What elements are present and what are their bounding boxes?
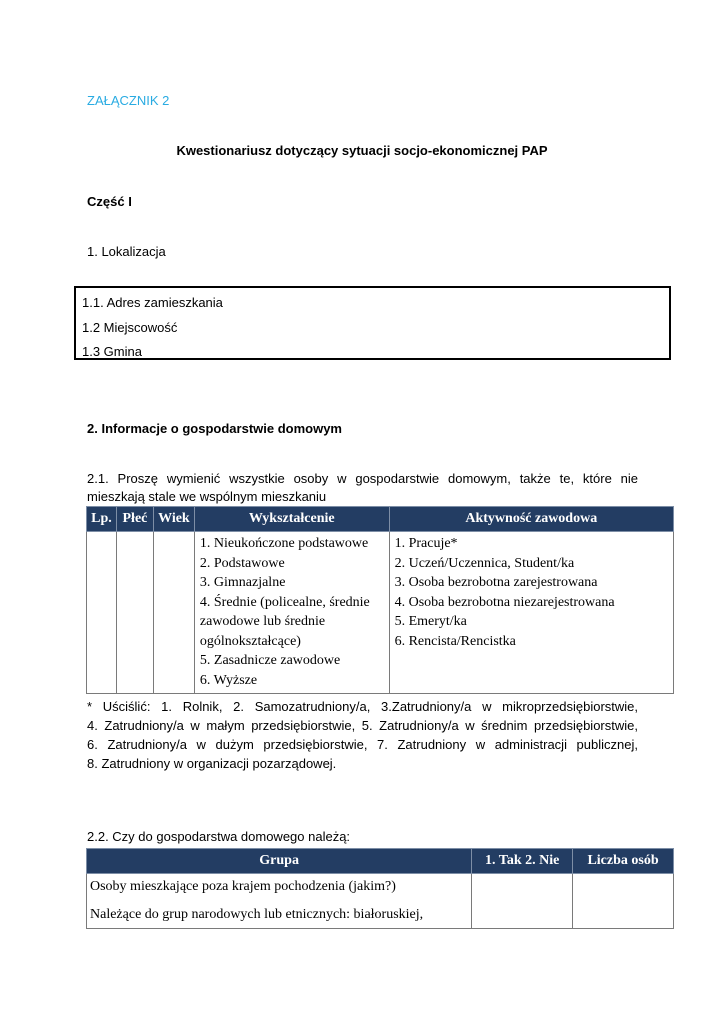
list-item: 1. Nieukończone podstawowe — [199, 536, 369, 551]
group-cell — [87, 874, 472, 929]
document-title: Kwestionariusz dotyczący sytuacji socjo-ekonomicznej PAP — [176, 143, 548, 158]
note-line: * Uściślić: 1. Rolnik, 2. Samozatrudniony/a, 3.Zatrudniony/a w mikroprzedsiębiorstwie, — [87, 699, 638, 714]
list-item: 6. Rencista/Rencistka — [394, 633, 516, 649]
question-2-1-line-1: 2.1. Proszę wymienić wszystkie osoby w gospodarstwie domowym, także te, które nie — [87, 471, 638, 486]
list-item: 4. Średnie (policealne, średnie — [199, 594, 370, 610]
note-line: 6. Zatrudniony/a w dużym przedsiębiorstwie, 7. Zatrudniony w administracji publicznej, — [87, 737, 638, 752]
address-field[interactable]: 1.1. Adres zamieszkania — [82, 295, 223, 310]
list-item: 3. Osoba bezrobotna zarejestrowana — [394, 575, 598, 590]
group-row-1: Osoby mieszkające poza krajem pochodzenia (jakim?) — [90, 879, 396, 894]
yes-no-cell[interactable] — [472, 874, 573, 929]
household-table — [86, 506, 674, 694]
cell-age[interactable] — [153, 532, 194, 694]
note-line: 8. Zatrudniony w organizacji pozarządowej. — [87, 756, 337, 771]
question-2-2: 2.2. Czy do gospodarstwa domowego należą: — [87, 829, 351, 844]
employment-note — [87, 697, 638, 773]
header-yes-no: 1. Tak 2. Nie — [472, 849, 573, 874]
household-table-header — [87, 507, 674, 532]
part-heading: Część I — [87, 194, 132, 209]
activity-options[interactable] — [389, 532, 673, 694]
groups-table-header — [87, 849, 674, 874]
list-item: zawodowe lub średnie — [199, 614, 326, 629]
list-item: 2. Uczeń/Uczennica, Student/ka — [394, 555, 575, 571]
header-activity: Aktywność zawodowa — [389, 507, 673, 532]
groups-table — [86, 848, 674, 929]
cell-sex[interactable] — [116, 532, 153, 694]
cell-lp[interactable] — [87, 532, 117, 694]
question-2-1-line-2: mieszkają stale we wspólnym mieszkaniu — [87, 489, 327, 504]
table-row — [87, 532, 674, 694]
list-item: 3. Gimnazjalne — [199, 575, 286, 590]
list-item: 1. Pracuje* — [394, 536, 458, 551]
header-lp: Lp. — [87, 507, 117, 532]
location-box — [74, 286, 671, 360]
section-1-heading: 1. Lokalizacja — [87, 244, 166, 259]
header-group: Grupa — [87, 849, 472, 874]
header-age: Wiek — [153, 507, 194, 532]
count-cell[interactable] — [573, 874, 674, 929]
header-education: Wykształcenie — [194, 507, 389, 532]
list-item: 6. Wyższe — [199, 672, 258, 688]
municipality-field[interactable]: 1.3 Gmina — [82, 344, 142, 359]
list-item: ogólnokształcące) — [199, 633, 301, 649]
question-2-1 — [87, 470, 638, 506]
town-field[interactable]: 1.2 Miejscowość — [82, 320, 178, 335]
list-item: 5. Emeryt/ka — [394, 614, 467, 629]
header-sex: Płeć — [116, 507, 153, 532]
list-item: 2. Podstawowe — [199, 555, 285, 571]
list-item: 4. Osoba bezrobotna niezarejestrowana — [394, 594, 615, 610]
section-2-heading: 2. Informacje o gospodarstwie domowym — [87, 421, 342, 436]
list-item: 5. Zasadnicze zawodowe — [199, 653, 341, 668]
header-count: Liczba osób — [573, 849, 674, 874]
annex-label: ZAŁĄCZNIK 2 — [87, 93, 170, 108]
table-row — [87, 874, 674, 929]
group-row-2: Należące do grup narodowych lub etnicznych: białoruskiej, — [90, 907, 424, 922]
note-line: 4. Zatrudniony/a w małym przedsiębiorstwie, 5. Zatrudniony/a w średnim przedsiębiorstwie, — [87, 718, 638, 733]
education-options[interactable] — [194, 532, 389, 694]
